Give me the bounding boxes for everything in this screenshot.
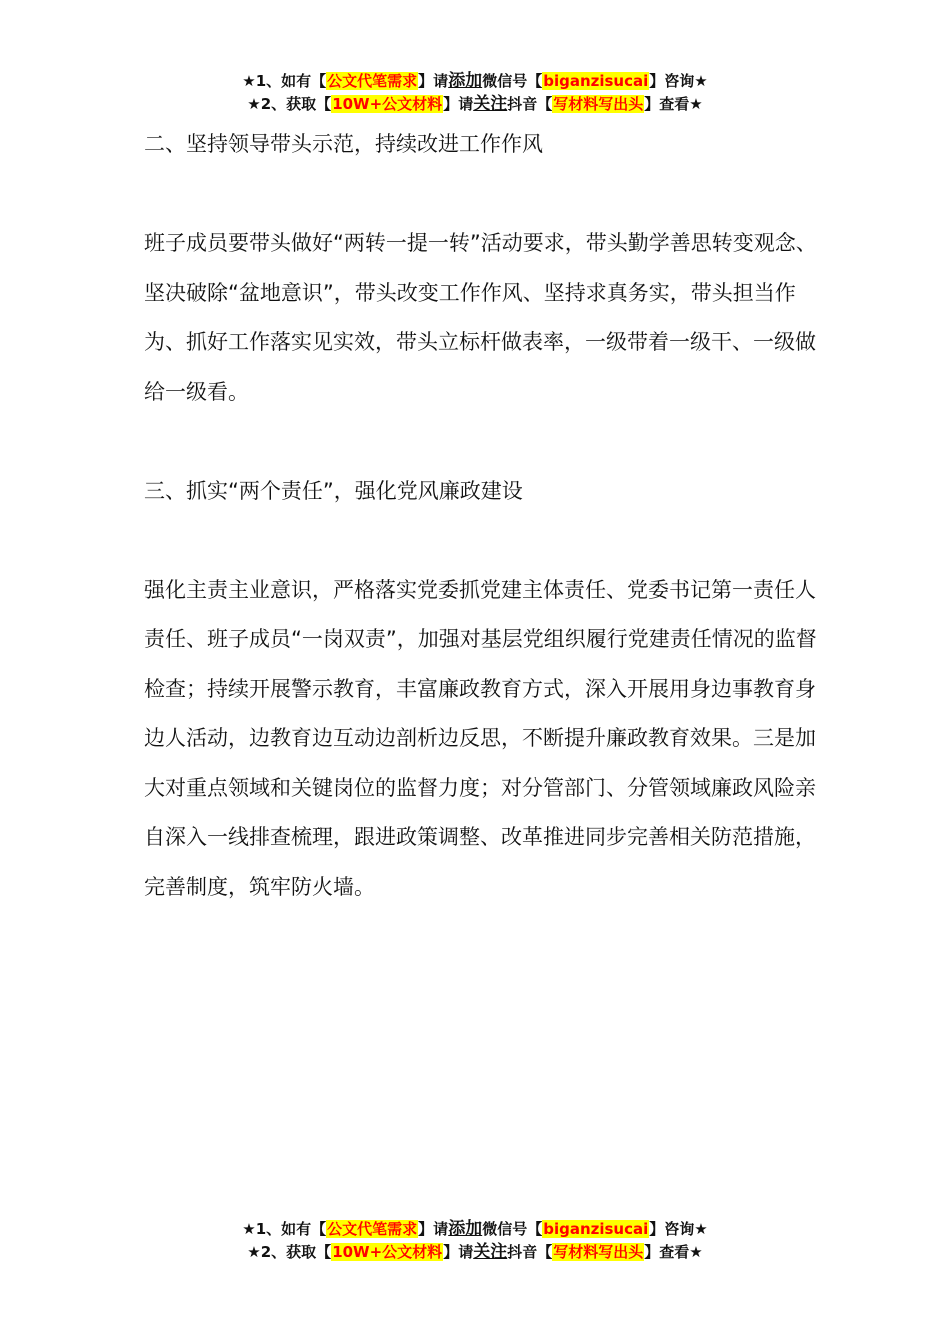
- highlight-wechat-id: biganzisucai: [543, 72, 649, 90]
- emphasis-follow: 关注: [473, 94, 508, 114]
- emphasis-add: 添加: [448, 1219, 483, 1239]
- emphasis-add: 添加: [448, 71, 483, 91]
- section-2-heading: 二、坚持领导带头示范，持续改进工作作风: [144, 132, 543, 156]
- banner-line-2: ★2、获取【10W+公文材料】请关注抖音【写材料写出头】查看★: [247, 94, 703, 114]
- highlight-wechat-id: biganzisucai: [543, 1220, 649, 1238]
- footer-banner: [0, 1218, 950, 1264]
- highlight-douyin: 写材料写出头: [553, 1243, 644, 1261]
- header-banner: [0, 70, 950, 116]
- footer-line-1: ★1、如有【公文代笔需求】请添加微信号【biganzisucai】咨询★: [242, 1219, 708, 1239]
- highlight-service: 公文代笔需求: [327, 72, 418, 90]
- section-2-paragraph: 班子成员要带头做好“两转一提一转”活动要求，带头勤学善思转变观念、坚决破除“盆地意识”，带头改变工作作风、坚持求真务实，带头担当作为、抓好工作落实见实效，带头立标杆做表率，一级带着一级干、一级做给一级看。: [144, 231, 817, 404]
- highlight-materials: 10W+公文材料: [332, 95, 443, 113]
- emphasis-follow: 关注: [473, 1242, 508, 1262]
- banner-line-1: ★1、如有【公文代笔需求】请添加微信号【biganzisucai】咨询★: [242, 71, 708, 91]
- section-3-heading: 三、抓实“两个责任”，强化党风廉政建设: [144, 478, 523, 503]
- footer-line-2: ★2、获取【10W+公文材料】请关注抖音【写材料写出头】查看★: [247, 1242, 703, 1262]
- highlight-service: 公文代笔需求: [327, 1220, 418, 1238]
- highlight-materials: 10W+公文材料: [332, 1243, 443, 1261]
- highlight-douyin: 写材料写出头: [553, 95, 644, 113]
- section-3-paragraph: 强化主责主业意识，严格落实党委抓党建主体责任、党委书记第一责任人责任、班子成员“一岗双责”，加强对基层党组织履行党建责任情况的监督检查；持续开展警示教育，丰富廉政教育方式，深入开展用身边事教育身边人活动，边教育边互动边剖析边反思，不断提升廉政教育效果。三是加大对重点领域和关键岗位的监督力度；对分管部门、分管领域廉政风险亲自深入一线排查梳理，跟进政策调整、改革推进同步完善相关防范措施，完善制度，筑牢防火墙。: [144, 577, 817, 899]
- document-body: [144, 120, 834, 912]
